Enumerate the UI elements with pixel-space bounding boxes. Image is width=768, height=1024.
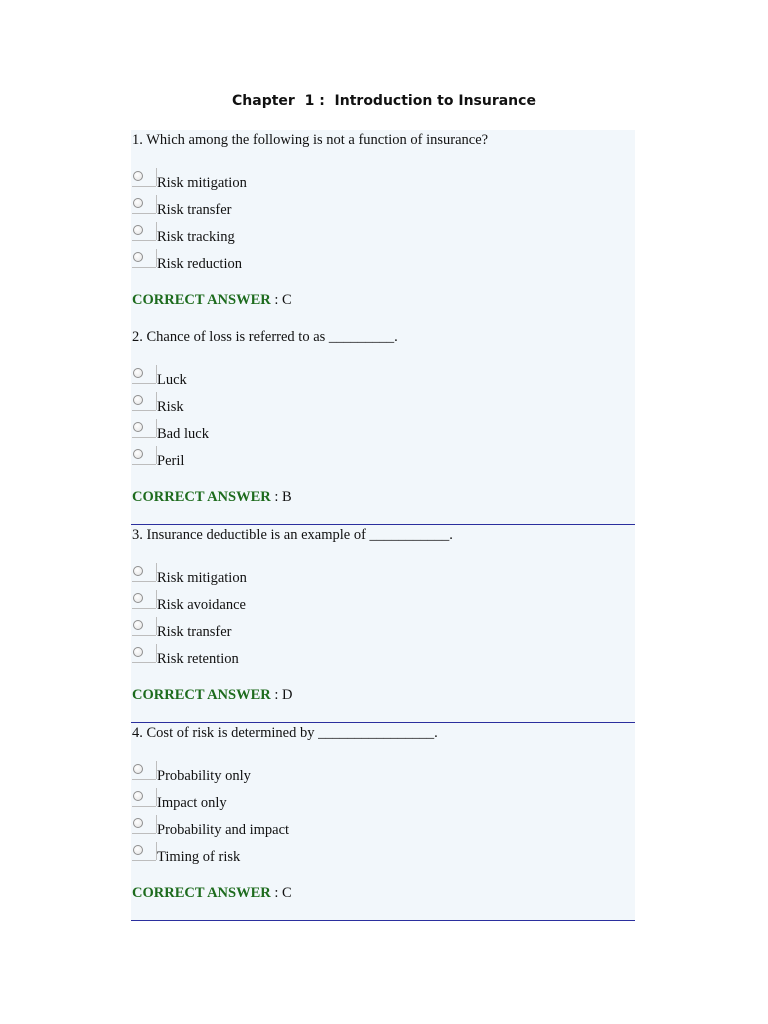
divider — [132, 806, 156, 807]
option-list — [131, 365, 431, 473]
question-text: 2. Chance of loss is referred to as _________. — [132, 329, 398, 345]
question-1 — [131, 130, 635, 327]
option-label: Risk mitigation — [157, 570, 247, 586]
option-label: Bad luck — [157, 426, 209, 442]
correct-answer-value: : B — [270, 489, 292, 505]
correct-answer — [132, 687, 292, 704]
option-b[interactable] — [131, 788, 431, 815]
divider — [132, 860, 156, 861]
radio-button[interactable] — [133, 845, 143, 855]
option-b[interactable] — [131, 392, 431, 419]
option-list — [131, 563, 431, 671]
divider — [132, 779, 156, 780]
divider — [132, 464, 156, 465]
option-label: Risk retention — [157, 651, 239, 667]
option-d[interactable] — [131, 249, 431, 276]
radio-button[interactable] — [133, 818, 143, 828]
radio-button[interactable] — [133, 449, 143, 459]
divider — [132, 267, 156, 268]
option-a[interactable] — [131, 168, 431, 195]
question-text: 1. Which among the following is not a function of insurance? — [132, 132, 489, 148]
option-label: Peril — [157, 453, 185, 469]
divider — [132, 581, 156, 582]
option-label: Risk mitigation — [157, 175, 247, 191]
divider — [132, 383, 156, 384]
radio-button[interactable] — [133, 252, 143, 262]
divider — [132, 662, 156, 663]
divider — [132, 213, 156, 214]
radio-button[interactable] — [133, 620, 143, 630]
option-a[interactable] — [131, 563, 431, 590]
correct-answer-label: CORRECT ANSWER — [132, 292, 271, 308]
divider — [132, 437, 156, 438]
correct-answer-value: : C — [270, 292, 292, 308]
divider — [132, 833, 156, 834]
correct-answer — [132, 292, 292, 309]
option-label: Probability only — [157, 768, 251, 784]
divider — [132, 635, 156, 636]
divider — [132, 186, 156, 187]
option-label: Risk tracking — [157, 229, 235, 245]
option-d[interactable] — [131, 446, 431, 473]
radio-button[interactable] — [133, 764, 143, 774]
option-d[interactable] — [131, 644, 431, 671]
question-3 — [131, 525, 635, 723]
correct-answer-value: : C — [270, 885, 292, 901]
radio-button[interactable] — [133, 198, 143, 208]
option-label: Risk — [157, 399, 184, 415]
divider — [132, 608, 156, 609]
radio-button[interactable] — [133, 566, 143, 576]
divider — [132, 410, 156, 411]
option-a[interactable] — [131, 365, 431, 392]
question-text: 4. Cost of risk is determined by ________________. — [132, 725, 438, 741]
option-label: Impact only — [157, 795, 227, 811]
correct-answer-value: : D — [270, 687, 293, 703]
option-c[interactable] — [131, 815, 431, 842]
option-label: Probability and impact — [157, 822, 290, 838]
correct-answer-label: CORRECT ANSWER — [132, 885, 271, 901]
quiz-panel — [131, 130, 635, 920]
option-label: Risk reduction — [157, 256, 242, 272]
option-b[interactable] — [131, 590, 431, 617]
radio-button[interactable] — [133, 593, 143, 603]
option-d[interactable] — [131, 842, 431, 869]
page-title: Chapter 1 : Introduction to Insurance — [232, 93, 536, 109]
radio-button[interactable] — [133, 647, 143, 657]
correct-answer-label: CORRECT ANSWER — [132, 489, 271, 505]
radio-button[interactable] — [133, 225, 143, 235]
option-list — [131, 761, 431, 869]
option-label: Luck — [157, 372, 187, 388]
question-4 — [131, 723, 635, 921]
correct-answer — [132, 885, 292, 902]
option-b[interactable] — [131, 195, 431, 222]
option-a[interactable] — [131, 761, 431, 788]
radio-button[interactable] — [133, 422, 143, 432]
correct-answer — [132, 489, 292, 506]
divider — [132, 240, 156, 241]
correct-answer-label: CORRECT ANSWER — [132, 687, 271, 703]
radio-button[interactable] — [133, 368, 143, 378]
option-label: Risk avoidance — [157, 597, 246, 613]
option-label: Timing of risk — [157, 849, 241, 865]
option-label: Risk transfer — [157, 624, 232, 640]
question-2 — [131, 327, 635, 525]
radio-button[interactable] — [133, 395, 143, 405]
option-c[interactable] — [131, 222, 431, 249]
option-list — [131, 168, 431, 276]
option-c[interactable] — [131, 419, 431, 446]
radio-button[interactable] — [133, 791, 143, 801]
option-c[interactable] — [131, 617, 431, 644]
question-text: 3. Insurance deductible is an example of ___________. — [132, 527, 453, 543]
option-label: Risk transfer — [157, 202, 232, 218]
radio-button[interactable] — [133, 171, 143, 181]
